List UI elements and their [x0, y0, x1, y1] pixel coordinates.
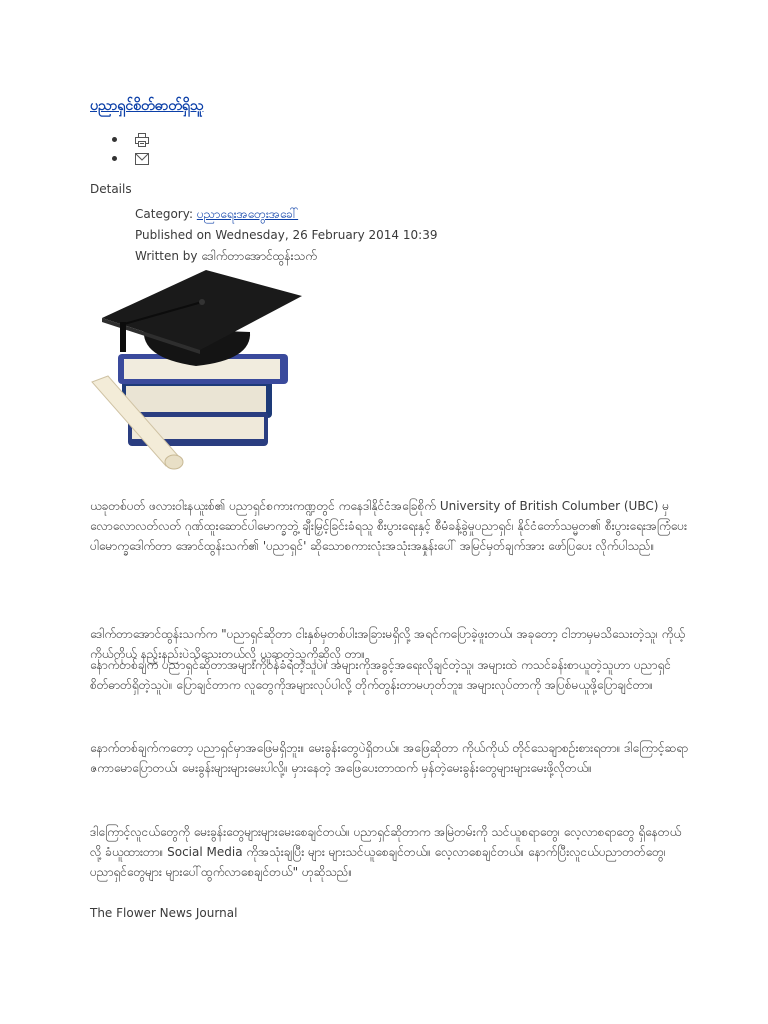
author-line: Written by ဒေါက်တာအောင်ထွန်းသက်: [135, 249, 317, 263]
list-bullet: [112, 156, 117, 161]
book-pages: [126, 386, 266, 412]
mortarboard: [102, 270, 302, 350]
graduation-cap-books-image: [88, 262, 318, 484]
paragraph-3: နောက်တစ်ချက် ပညာရှင်ဆိုတာအများကိုဝန်ခံရဲတဲ့သူပဲ။ အများကိုအခွင့်အရေးလိုချင်တဲ့သူ၊ အများထဲ ကသင်ခန်းစာယူတဲ့သူဟာ ပညာရှင်စိတ်ဓာတ်ရှိတဲ့သူပဲ။ ပြောချင်တာက လူတွေကိုအများလုပ်ပါလို့ တိုက်တွန်းတာမဟုတ်ဘူး၊ အများလုပ်တာကို အပြစ်မယူဖို့ပြောချင်တာ။: [90, 658, 671, 692]
email-item[interactable]: [112, 149, 149, 168]
print-item[interactable]: [112, 130, 149, 149]
tassel: [120, 322, 126, 352]
list-bullet: [112, 137, 117, 142]
cap-button: [199, 299, 205, 305]
print-icon[interactable]: [135, 133, 149, 147]
article-meta: [135, 204, 437, 267]
scroll-end: [165, 455, 183, 469]
paragraph-2: ဒေါက်တာအောင်ထွန်းသက်က "ပညာရှင်ဆိုတာ ငါးနှစ်မှတစ်ပါးအခြားမရှိလို့ အရင်ကပြောခဲ့ဖူးတယ်၊ အခုတော့ ငါဘာမှမသိသေးတဲ့သူ၊ ကိုယ့်ကိုယ်ကိုယ် နည်းနည်းပဲသိသေးတယ်လို့ ယူဆတဲ့သူကိုဆိုလို တာ။: [90, 627, 686, 661]
category-link[interactable]: ပညာရေးအတွေးအခေါ်: [196, 207, 299, 221]
article-title[interactable]: ပညာရှင်စိတ်ဓာတ်ရှိသူ: [90, 98, 204, 114]
source-credit: The Flower News Journal: [90, 906, 238, 920]
category-label: Category:: [135, 207, 197, 221]
paragraph-5: ဒါကြောင့်လူငယ်တွေကို မေးခွန်းတွေများများမေးစေချင်တယ်။ ပညာရှင်ဆိုတာက အမြဲတမ်းကို သင်ယူစရာတွေ၊ လေ့လာစရာတွေ ရှိနေတယ်လို့ ခံယူထားတာ။ Social Media ကိုအသုံးချပြီး များ များသင်ယူစေချင်တယ်။ လေ့လာစေချင်တယ်။ နောက်ပြီးလူငယ်ပညာတတ်တွေ၊ ပညာရှင်တွေများ များပေါ်ထွက်လာစေချင်တယ်" ဟုဆိုသည်။: [90, 825, 682, 879]
paragraph-4: နောက်တစ်ချက်ကတော့ ပညာရှင်မှာအဖြေမရှိဘူး။ မေးခွန်းတွေပဲရှိတယ်။ အဖြေဆိုတာ ကိုယ်ကိုယ် တိုင်သေချာစဉ်းစားရတာ။ ဒါကြောင့်ဆရာဇကာမောပြောတယ်၊ မေးခွန်းများများမေးပါလို့။ မှားနေတဲ့ အဖြေပေးတာထက် မှန်တဲ့မေးခွန်းတွေများများမေးဖို့လိုတယ်။: [90, 741, 689, 775]
article-tools: [112, 130, 149, 168]
details-label: Details: [90, 182, 132, 196]
category-line: [135, 204, 437, 225]
published-date: Published on Wednesday, 26 February 2014 10:39: [135, 228, 438, 242]
paragraph-1: ယခုတစ်ပတ် ဖလားဝါးနယူးစ်၏ ပညာရှင်စကားကဏ္ဍတွင် ကနေဒါနိုင်ငံအခြေစိုက် University of British Columber (UBC) မှ လောလောလတ်လတ် ဂုဏ်ထူးဆောင်ပါမောက္ခဘွဲ့ ချီးမြှင့်ခြင်းခံရသူ စီးပွားရေးနှင့် စီမံခန့်ခွဲမှုပညာရှင်၊ နိုင်ငံတော်သမ္မတ၏ စီးပွားရေးအကြံပေး ပါမောက္ခဒေါက်တာ အောင်ထွန်းသက်၏ 'ပညာရှင်' ဆိုသောစကားလုံးအသုံးအနှုန်းပေါ် အမြင်မှတ်ချက်အား ဖော်ပြပေး လိုက်ပါသည်။: [90, 499, 688, 553]
email-icon[interactable]: [135, 153, 149, 165]
